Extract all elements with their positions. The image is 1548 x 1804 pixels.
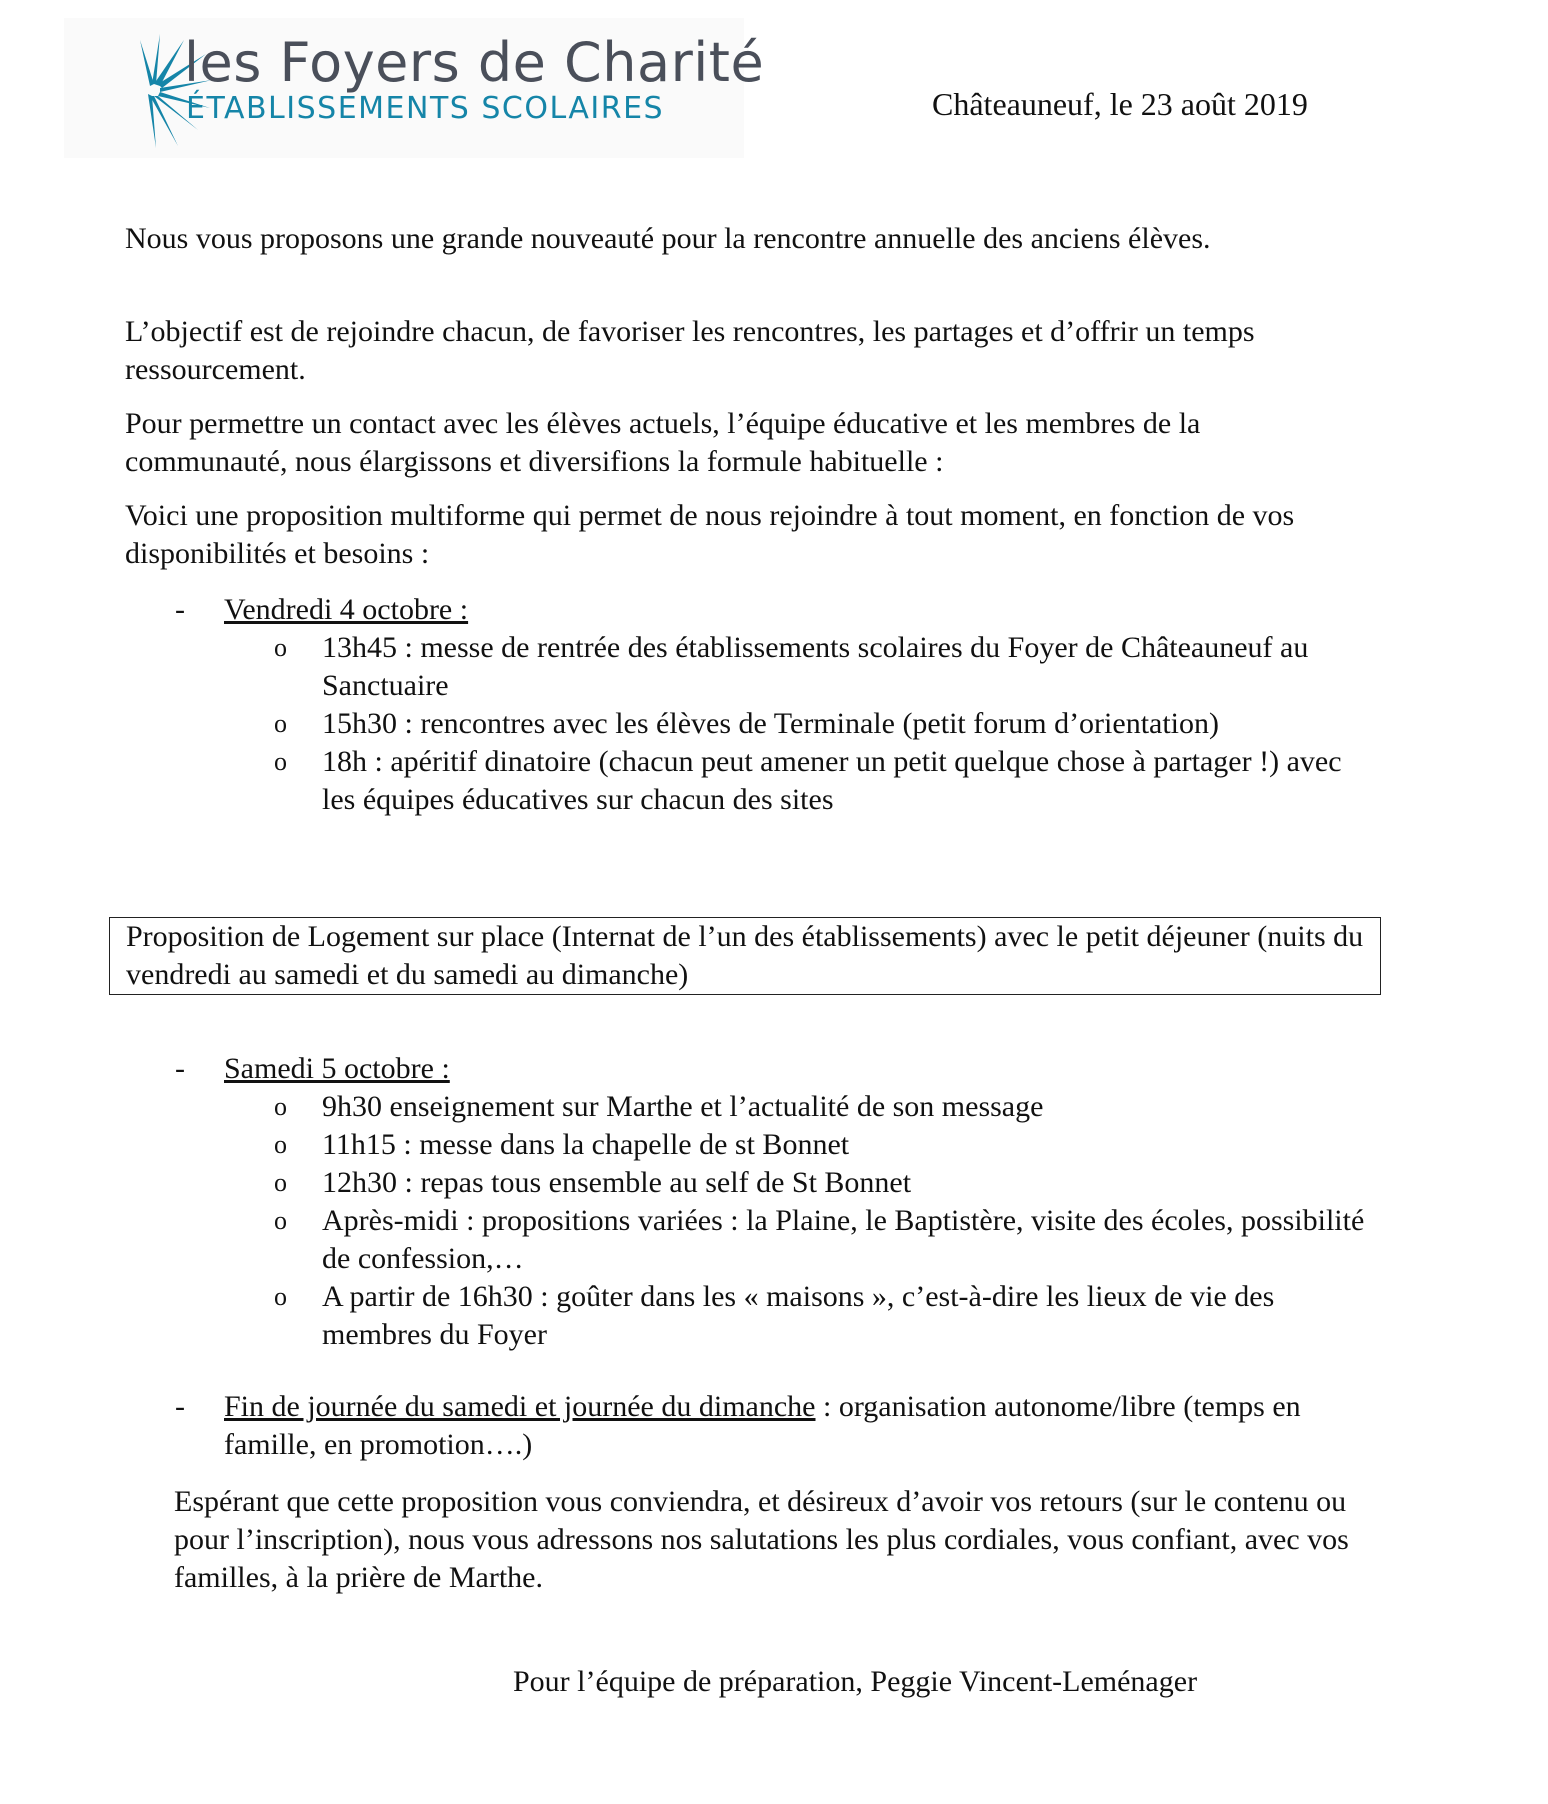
- circle-bullet: o: [274, 1206, 287, 1235]
- saturday-heading: Samedi 5 octobre :: [224, 1052, 450, 1085]
- dash-bullet: -: [175, 1390, 185, 1423]
- org-name: les Foyers de Charité: [184, 31, 765, 94]
- list-item: o 9h30 enseignement sur Marthe et l’actualité de son message: [270, 1088, 1380, 1126]
- intro-paragraph-1: Nous vous proposons une grande nouveauté pour la rencontre annuelle des anciens élèves.: [125, 222, 1211, 255]
- circle-bullet: o: [274, 1092, 287, 1121]
- list-item: o 13h45 : messe de rentrée des établissements scolaires du Foyer de Châteauneuf au Sanctuaire: [274, 631, 1309, 702]
- circle-bullet: o: [274, 633, 287, 662]
- circle-bullet: o: [274, 1168, 287, 1197]
- closing-paragraph: Espérant que cette proposition vous conviendra, et désireux d’avoir vos retours (sur le contenu ou pour l’inscription), nous vous adressons nos salutations les plus cordiales, vous confiant, avec vos familles, à la prière de Marthe.: [174, 1485, 1349, 1594]
- dash-bullet: -: [175, 1052, 185, 1085]
- list-item: o 11h15 : messe dans la chapelle de st Bonnet: [270, 1126, 1380, 1164]
- circle-bullet: o: [274, 1282, 287, 1311]
- list-item: o 12h30 : repas tous ensemble au self de St Bonnet: [270, 1164, 1380, 1202]
- weekend-heading: Fin de journée du samedi et journée du dimanche: [224, 1390, 816, 1423]
- intro-paragraph-2: L’objectif est de rejoindre chacun, de favoriser les rencontres, les partages et d’offrir un temps ressourcement.: [125, 315, 1255, 386]
- circle-bullet: o: [274, 1130, 287, 1159]
- intro-paragraph-3: Pour permettre un contact avec les élèves actuels, l’équipe éducative et les membres de la communauté, nous élargissons et diversifions la formule habituelle :: [125, 407, 1201, 478]
- org-subtitle: ÉTABLISSEMENTS SCOLAIRES: [186, 91, 665, 126]
- intro-paragraph-4: Voici une proposition multiforme qui permet de nous rejoindre à tout moment, en fonction de vos disponibilités et besoins :: [125, 499, 1295, 570]
- list-item: o 18h : apéritif dinatoire (chacun peut amener un petit quelque chose à partager !) avec les équipes éducatives sur chacun des sites: [274, 745, 1342, 816]
- signature-line: Pour l’équipe de préparation, Peggie Vincent-Leménager: [513, 1665, 1198, 1698]
- weekend-text: : organisation autonome/libre (temps en famille, en promotion….): [224, 1390, 1301, 1461]
- friday-heading: Vendredi 4 octobre :: [224, 593, 469, 626]
- saturday-list: [270, 1088, 1380, 1354]
- dash-bullet: -: [175, 593, 185, 626]
- friday-list: [270, 629, 1380, 819]
- list-item: o A partir de 16h30 : goûter dans les « maisons », c’est-à-dire les lieux de vie des membres du Foyer: [274, 1280, 1275, 1351]
- letterhead-logo: [64, 18, 765, 158]
- weekend-paragraph: [224, 1388, 1374, 1464]
- date-line: Châteauneuf, le 23 août 2019: [932, 86, 1308, 122]
- list-item: o Après-midi : propositions variées : la Plaine, le Baptistère, visite des écoles, possibilité de confession,…: [274, 1204, 1365, 1275]
- list-item: o 15h30 : rencontres avec les élèves de Terminale (petit forum d’orientation): [270, 705, 1380, 743]
- lodging-box: Proposition de Logement sur place (Internat de l’un des établissements) avec le petit déjeuner (nuits du vendredi au samedi et du samedi au dimanche): [109, 917, 1381, 995]
- circle-bullet: o: [274, 747, 287, 776]
- circle-bullet: o: [274, 709, 287, 738]
